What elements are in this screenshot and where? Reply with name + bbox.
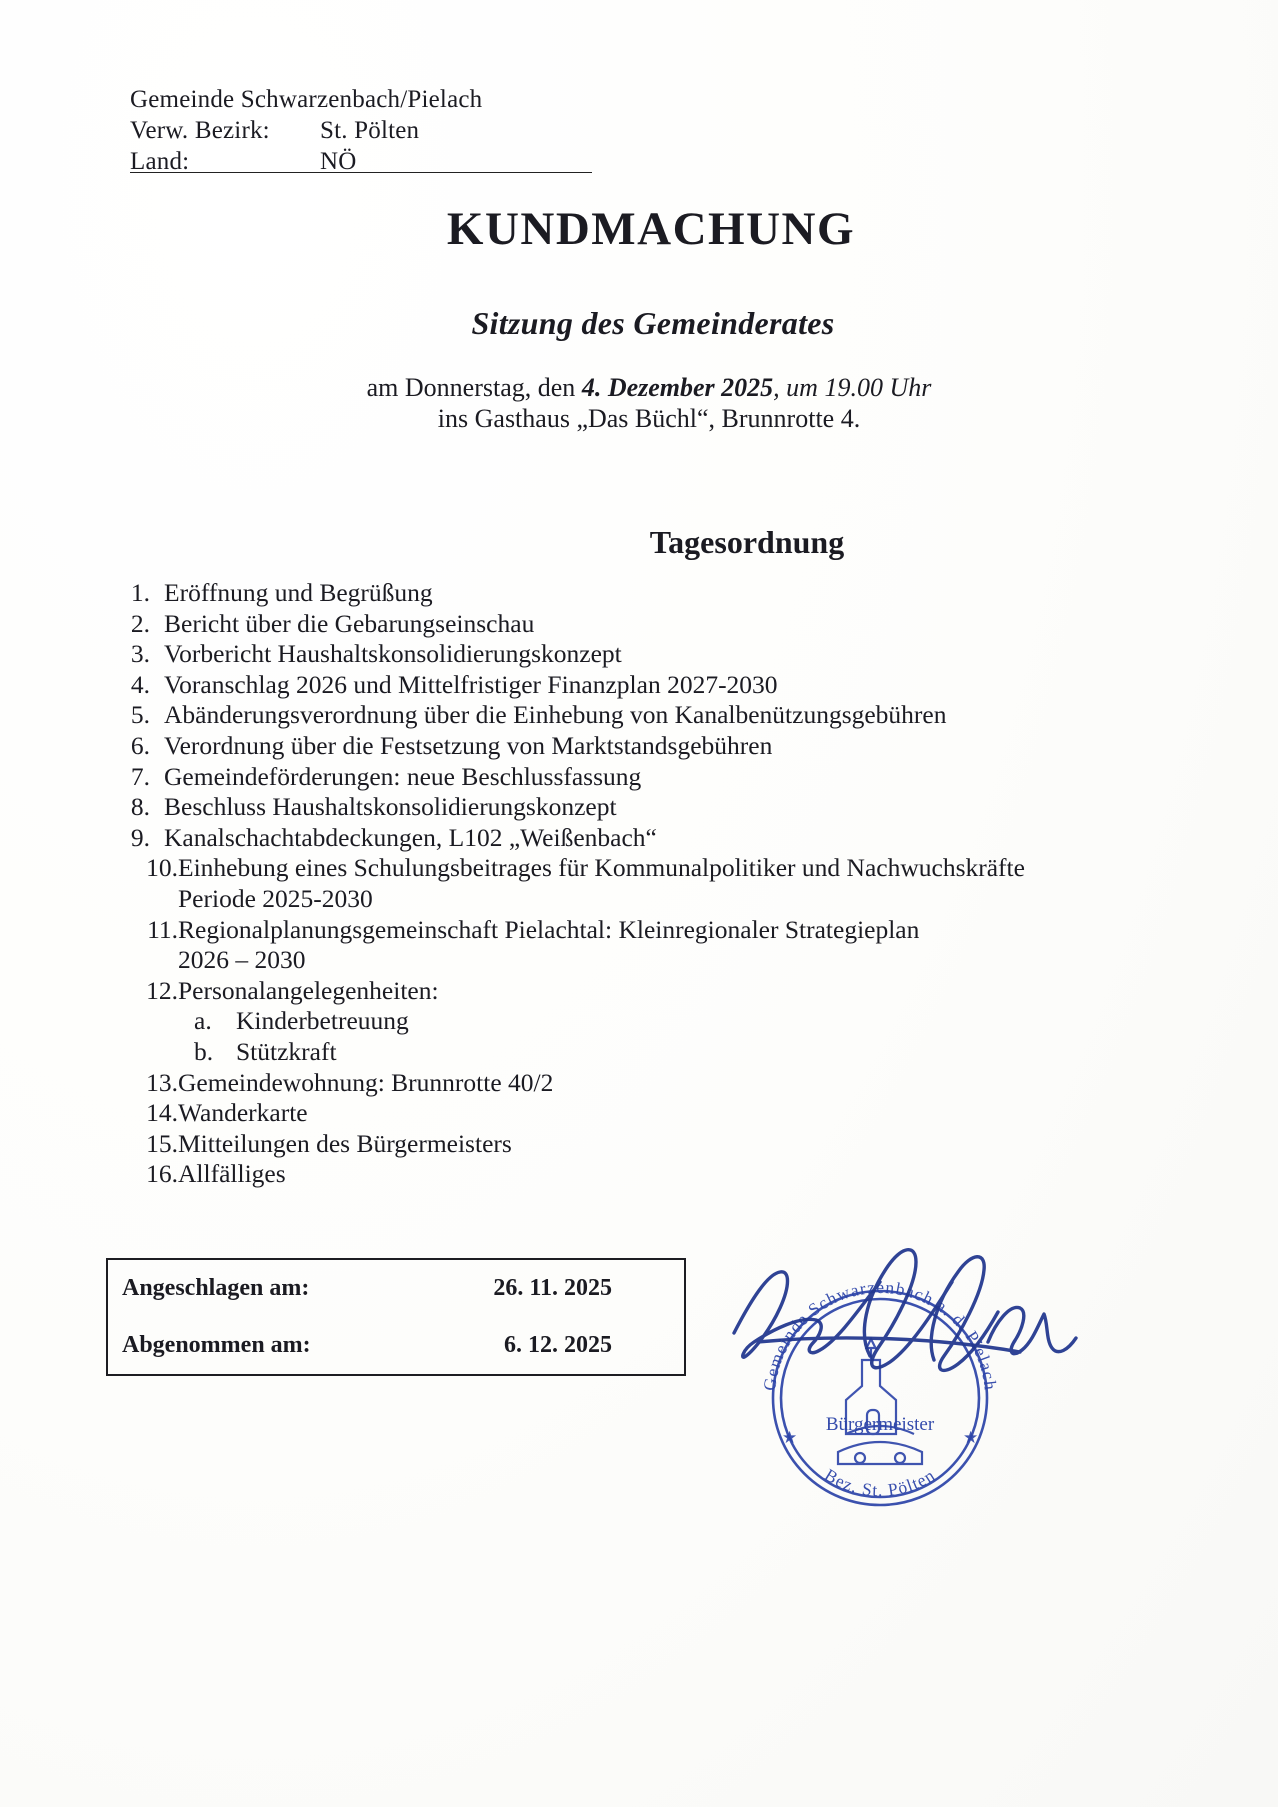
agenda-item-text: Eröffnung und Begrüßung [164, 578, 433, 607]
svg-text:Gemeinde Schwarzenbach a. d. P: Gemeinde Schwarzenbach a. d. Pielach [759, 1276, 1001, 1392]
agenda-item-number: 16. [146, 1159, 178, 1189]
agenda-item-number: 2. [130, 608, 150, 638]
agenda-item [128, 1098, 1078, 1129]
agenda-subitem [128, 1037, 1078, 1068]
agenda-item-text: Regionalplanungsgemeinschaft Pielachtal: Kleinregionaler Strategieplan [178, 914, 920, 944]
agenda-item-continuation: Periode 2025-2030 [178, 883, 373, 913]
agenda-item [128, 670, 1078, 701]
svg-text:★: ★ [782, 1428, 798, 1448]
agenda-subitem-text: Stützkraft [236, 1036, 337, 1066]
meeting-datetime-line [10, 373, 1278, 403]
posting-row-removed [108, 1317, 684, 1374]
agenda-item-text: Gemeindewohnung: Brunnrotte 40/2 [178, 1067, 554, 1097]
agenda-item-text: Kanalschachtabdeckungen, L102 „Weißenbach“ [164, 822, 657, 852]
agenda-item-text: Voranschlag 2026 und Mittelfristiger Finanzplan 2027-2030 [164, 669, 778, 699]
agenda-item-text: Personalangelegenheiten: [178, 975, 439, 1005]
agenda-item-text: Beschluss Haushaltskonsolidierungskonzept [164, 792, 617, 822]
agenda-item-number: 3. [130, 639, 150, 669]
agenda-list [128, 578, 1078, 1190]
agenda-item-number: 13. [146, 1067, 178, 1097]
posting-box [106, 1258, 686, 1376]
agenda-item-number: 6. [130, 730, 150, 760]
agenda-item [128, 1129, 1078, 1160]
letterhead-district-value: St. Pölten [320, 117, 420, 144]
agenda-item-number: 4. [130, 669, 150, 699]
agenda-item-text: Wanderkarte [178, 1098, 308, 1128]
agenda-item [128, 853, 1078, 884]
letterhead-state-value: NÖ [320, 148, 357, 175]
agenda-item-text: Mitteilungen des Bürgermeisters [178, 1128, 512, 1158]
agenda-item [128, 1159, 1078, 1190]
agenda-item-text: Allfälliges [178, 1159, 286, 1189]
removed-label: Abgenommen am: [122, 1332, 311, 1358]
agenda-item-text: Einhebung eines Schulungsbeitrages für Kommunalpolitiker und Nachwuchskräfte [178, 853, 1025, 883]
meeting-venue-line: ins Gasthaus „Das Büchl“, Brunnrotte 4. [437, 404, 861, 433]
agenda-subitem-number: a. [194, 1006, 212, 1036]
posted-label: Angeschlagen am: [122, 1275, 310, 1301]
letterhead-state-label: Land: [130, 148, 190, 175]
agenda-item-number: 5. [130, 700, 150, 730]
page-title: KUNDMACHUNG [446, 203, 856, 255]
svg-text:Bez. St. Pölten: Bez. St. Pölten [821, 1464, 939, 1501]
agenda-item-text: Abänderungsverordnung über die Einhebung von Kanalbenützungsgebühren [164, 700, 947, 730]
document-subtitle: Sitzung des Gemeinderates [471, 305, 835, 341]
agenda-item-text: Gemeindeförderungen: neue Beschlussfassung [164, 761, 642, 791]
agenda-heading: Tagesordnung [649, 524, 845, 560]
letterhead-municipality: Gemeinde Schwarzenbach/Pielach [130, 86, 483, 113]
agenda-item [128, 762, 1078, 793]
agenda-item-number: 10. [146, 853, 178, 883]
agenda-item-number: 12. [146, 975, 178, 1005]
svg-text:★: ★ [963, 1428, 979, 1448]
agenda-subitem-number: b. [194, 1036, 214, 1066]
agenda-item [128, 700, 1078, 731]
agenda-item [128, 976, 1078, 1007]
agenda-item [128, 823, 1078, 854]
stamp-and-signature [720, 1238, 1120, 1518]
agenda-item [128, 792, 1078, 823]
agenda-item-text: Bericht über die Gebarungseinschau [164, 608, 535, 638]
mayor-signature [720, 1238, 1120, 1518]
agenda-item-number: 14. [146, 1098, 178, 1128]
agenda-item-text: Vorbericht Haushaltskonsolidierungskonzept [164, 639, 622, 669]
agenda-item [128, 609, 1078, 640]
agenda-item-number: 8. [130, 792, 150, 822]
meeting-prefix: am Donnerstag, den [366, 373, 582, 402]
agenda-item [128, 731, 1078, 762]
agenda-subitem [128, 1006, 1078, 1037]
agenda-item-number: 9. [130, 822, 150, 852]
agenda-subitem-text: Kinderbetreuung [236, 1006, 409, 1036]
removed-value: 6. 12. 2025 [504, 1332, 612, 1358]
letterhead-district [130, 115, 600, 146]
agenda-item-continuation: 2026 – 2030 [178, 945, 306, 975]
posted-value: 26. 11. 2025 [493, 1275, 612, 1301]
agenda-item-number: 7. [130, 761, 150, 791]
agenda-item [128, 639, 1078, 670]
meeting-date: 4. Dezember 2025 [581, 373, 774, 402]
agenda-item [128, 1068, 1078, 1099]
agenda-item-text: Verordnung über die Festsetzung von Marktstandsgebühren [164, 730, 773, 760]
agenda-item-number: 15. [146, 1128, 178, 1158]
posting-row-posted [108, 1260, 684, 1317]
meeting-time: , um 19.00 Uhr [773, 373, 932, 402]
agenda-item [128, 578, 1078, 609]
agenda-item-number: 11. [147, 914, 178, 944]
letterhead [130, 84, 600, 177]
agenda-item-number: 1. [130, 578, 150, 607]
svg-text:Bürgermeister: Bürgermeister [825, 1414, 935, 1435]
letterhead-district-label: Verw. Bezirk: [130, 117, 270, 144]
agenda-item [128, 915, 1078, 946]
letterhead-divider [130, 172, 592, 173]
